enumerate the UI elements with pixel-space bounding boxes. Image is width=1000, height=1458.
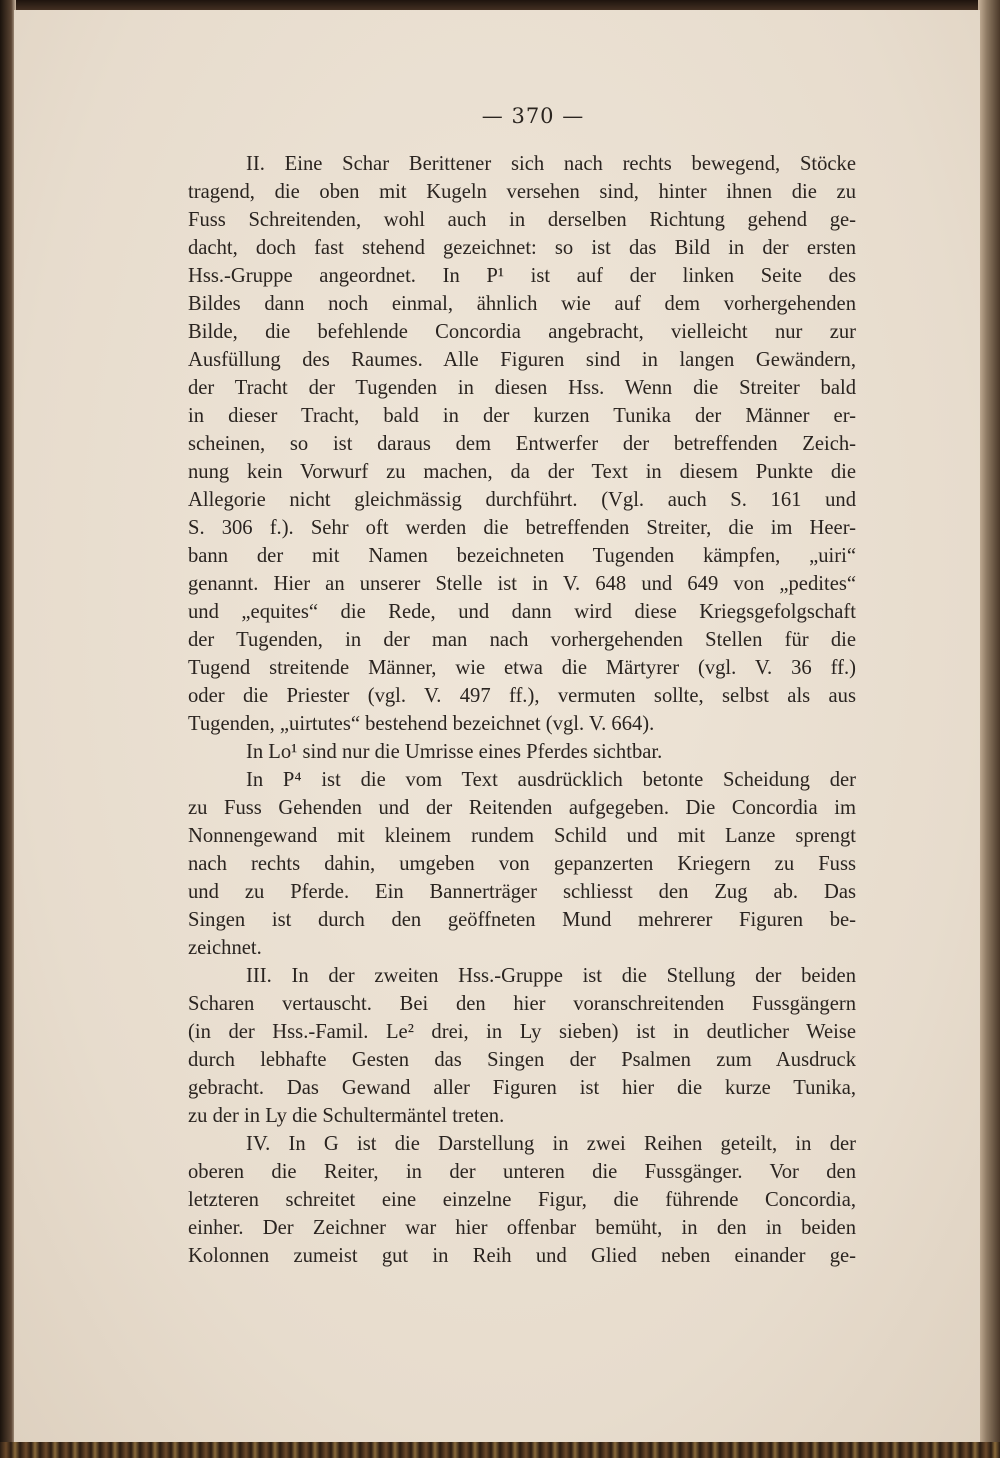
text-line: (in der Hss.-Famil. Le² drei, in Ly sieben) ist in deutlicher Weise: [188, 1021, 856, 1043]
text-line: der Tracht der Tugenden in diesen Hss. Wenn die Streiter bald: [188, 377, 856, 399]
text-line: der Tugenden, in der man nach vorhergehenden Stellen für die: [188, 629, 856, 651]
text-line: Kolonnen zumeist gut in Reih und Glied neben einander ge-: [188, 1245, 856, 1267]
body-text: [188, 150, 856, 1270]
text-line: einher. Der Zeichner war hier offenbar bemüht, in den in beiden: [188, 1217, 856, 1239]
page-number: — 370 —: [481, 104, 585, 128]
text-line: Tugend streitende Männer, wie etwa die Märtyrer (vgl. V. 36 ff.): [188, 657, 856, 679]
text-line: und „equites“ die Rede, und dann wird diese Kriegsgefolgschaft: [188, 601, 856, 623]
text-line: genannt. Hier an unserer Stelle ist in V. 648 und 649 von „pedites“: [188, 573, 856, 595]
bottom-book-edge: [0, 1442, 1000, 1458]
text-line: IV. In G ist die Darstellung in zwei Reihen geteilt, in der: [246, 1133, 856, 1155]
text-line: bann der mit Namen bezeichneten Tugenden kämpfen, „uiri“: [188, 545, 856, 567]
text-line: nung kein Vorwurf zu machen, da der Text in diesem Punkte die: [188, 461, 856, 483]
text-line: scheinen, so ist daraus dem Entwerfer der betreffenden Zeich-: [188, 433, 856, 455]
text-line: tragend, die oben mit Kugeln versehen sind, hinter ihnen die zu: [188, 181, 856, 203]
text-line: In P⁴ ist die vom Text ausdrücklich betonte Scheidung der: [246, 769, 856, 791]
text-line: oberen die Reiter, in der unteren die Fussgänger. Vor den: [188, 1161, 856, 1183]
text-line: in dieser Tracht, bald in der kurzen Tunika der Männer er-: [188, 405, 856, 427]
text-line: In Lo¹ sind nur die Umrisse eines Pferdes sichtbar.: [246, 741, 663, 763]
text-line: Fuss Schreitenden, wohl auch in derselben Richtung gehend ge-: [188, 209, 856, 231]
right-book-edge: [978, 0, 1000, 1458]
text-line: und zu Pferde. Ein Bannerträger schliesst den Zug ab. Das: [188, 881, 856, 903]
text-line: Allegorie nicht gleichmässig durchführt. (Vgl. auch S. 161 und: [188, 489, 856, 511]
text-line: gebracht. Das Gewand aller Figuren ist hier die kurze Tunika,: [188, 1077, 856, 1099]
text-line: zeichnet.: [188, 937, 262, 959]
text-line: zu Fuss Gehenden und der Reitenden aufgegeben. Die Concordia im: [188, 797, 856, 819]
text-line: Singen ist durch den geöffneten Mund mehrerer Figuren be-: [188, 909, 856, 931]
text-line: dacht, doch fast stehend gezeichnet: so ist das Bild in der ersten: [188, 237, 856, 259]
text-line: Hss.-Gruppe angeordnet. In P¹ ist auf der linken Seite des: [188, 265, 856, 287]
text-line: letzteren schreitet eine einzelne Figur, die führende Concordia,: [188, 1189, 856, 1211]
text-line: zu der in Ly die Schultermäntel treten.: [188, 1105, 505, 1127]
text-line: III. In der zweiten Hss.-Gruppe ist die Stellung der beiden: [246, 965, 856, 987]
text-line: Ausfüllung des Raumes. Alle Figuren sind in langen Gewändern,: [188, 349, 856, 371]
text-line: nach rechts dahin, umgeben von gepanzerten Kriegern zu Fuss: [188, 853, 856, 875]
text-line: oder die Priester (vgl. V. 497 ff.), vermuten sollte, selbst als aus: [188, 685, 856, 707]
text-line: Tugenden, „uirtutes“ bestehend bezeichnet (vgl. V. 664).: [188, 713, 655, 735]
text-line: S. 306 f.). Sehr oft werden die betreffenden Streiter, die im Heer-: [188, 517, 856, 539]
text-line: Bildes dann noch einmal, ähnlich wie auf dem vorhergehenden: [188, 293, 856, 315]
text-line: II. Eine Schar Berittener sich nach rechts bewegend, Stöcke: [246, 153, 856, 175]
text-line: Bilde, die befehlende Concordia angebracht, vielleicht nur zur: [188, 321, 856, 343]
text-line: Scharen vertauscht. Bei den hier voranschreitenden Fussgängern: [188, 993, 856, 1015]
text-line: Nonnengewand mit kleinem rundem Schild und mit Lanze sprengt: [188, 825, 856, 847]
text-line: durch lebhafte Gesten das Singen der Psalmen zum Ausdruck: [188, 1049, 856, 1071]
